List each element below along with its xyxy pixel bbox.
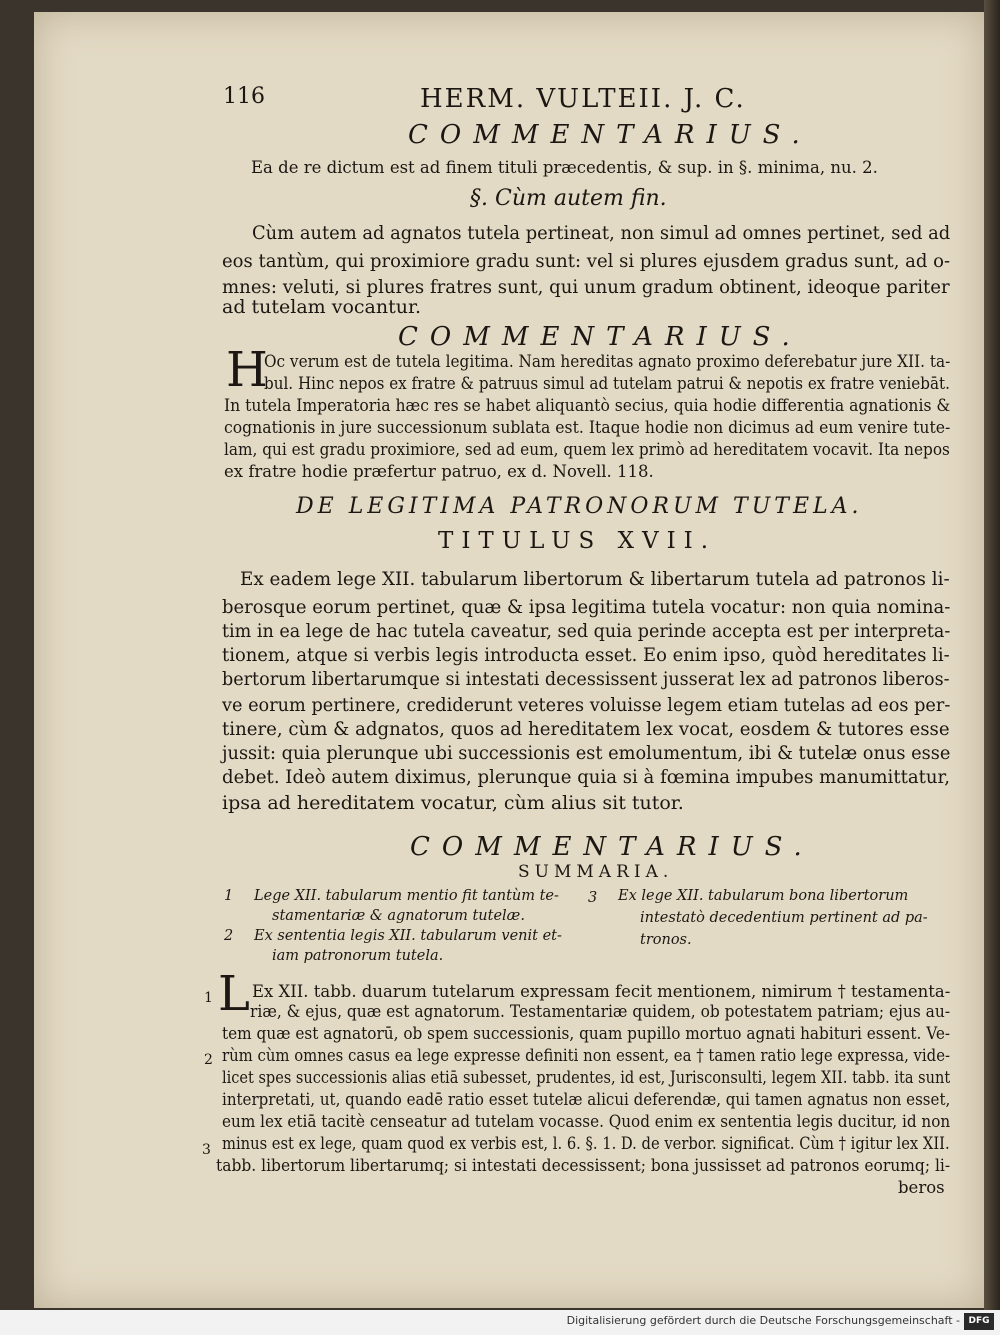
text-line: eum lex etiā tacitè censeatur ad tutelam vocasse. Quod enim ex sententia legis ducitur, id non bbox=[222, 1112, 951, 1131]
text-line: Cùm autem ad agnatos tutela pertineat, non simul ad omnes pertinet, sed ad bbox=[252, 222, 951, 244]
summary-item: intestatò decedentium pertinent ad pa- bbox=[640, 910, 928, 926]
summaria-heading: SUMMARIA. bbox=[518, 862, 674, 882]
text-line: tabb. libertorum libertarumq; si intestati decessissent; bona jussisset ad patronos eorumq; li- bbox=[216, 1156, 951, 1175]
text-line: bertorum libertarumque si intestati decessissent jusserat lex ad patronos liberos- bbox=[222, 668, 950, 690]
text-line: ve eorum pertinere, crediderunt veteres voluisse legem etiam tutelas ad eos per- bbox=[222, 694, 951, 716]
footer-bar bbox=[0, 1310, 1000, 1335]
text-line: mnes: veluti, si plures fratres sunt, qui unum gradum obtinent, ideoque pariter bbox=[222, 276, 950, 298]
text-line: In tutela Imperatoria hæc res se habet aliquantò secius, quia hodie differentia agnationis & bbox=[224, 396, 951, 415]
text-line: berosque eorum pertinet, quæ & ipsa legitima tutela vocatur: non quia nomina- bbox=[222, 596, 951, 618]
summary-item: Ex lege XII. tabularum bona libertorum bbox=[618, 888, 909, 904]
text-line: tinere, cùm & adgnatos, quos ad hereditatem lex vocat, eosdem & tutores esse bbox=[222, 718, 950, 740]
text-line: riæ, & ejus, quæ est agnatorum. Testamentariæ quidem, ob potestatem patriam; ejus au- bbox=[250, 1002, 951, 1021]
text-line: lam, qui est gradu proximiore, sed ad eum, quem lex primò ad hereditatem vocavit. Ita nepos bbox=[224, 440, 950, 459]
summary-number: 1 bbox=[224, 888, 234, 904]
catchword: beros bbox=[898, 1178, 945, 1197]
reference-line: Ea de re dictum est ad finem tituli præcedentis, & sup. in §. minima, nu. 2. bbox=[251, 158, 878, 177]
summary-number: 2 bbox=[224, 928, 234, 944]
dfg-logo-icon[interactable]: DFG bbox=[964, 1313, 994, 1330]
text-line: tionem, atque si verbis legis introducta esset. Eo enim ipso, quòd hereditates li- bbox=[222, 644, 950, 666]
text-line: eos tantùm, qui proximiore gradu sunt: vel si plures ejusdem gradus sunt, ad o- bbox=[222, 250, 951, 272]
text-line: ad tutelam vocantur. bbox=[222, 296, 422, 318]
text-line: Ex eadem lege XII. tabularum libertorum & libertarum tutela ad patronos li- bbox=[240, 568, 950, 590]
running-title: HERM. VULTEII. J. C. bbox=[420, 84, 746, 114]
text-line: ex fratre hodie præfertur patruo, ex d. Novell. 118. bbox=[224, 462, 654, 481]
commentarius-heading: COMMENTARIUS. bbox=[398, 322, 802, 352]
title-heading: DE LEGITIMA PATRONORUM TUTELA. bbox=[296, 494, 863, 519]
text-line: minus est ex lege, quam quod ex verbis est, l. 6. §. 1. D. de verbor. significat. Cùm † igitur lex XII. bbox=[222, 1134, 950, 1153]
text-line: rùm cùm omnes casus ea lege expresse definiti non essent, ea † tamen ratio lege expressa, vide- bbox=[222, 1046, 951, 1065]
text-line: debet. Ideò autem diximus, plerunque quia si à fœmina impubes manumittatur, bbox=[222, 766, 950, 788]
text-line: Oc verum est de tutela legitima. Nam hereditas agnato proximo deferebatur jure XII. ta- bbox=[264, 352, 951, 371]
margin-number: 3 bbox=[202, 1142, 211, 1158]
footer-credit: Digitalisierung gefördert durch die Deutsche Forschungsgemeinschaft - bbox=[566, 1314, 960, 1327]
summary-item: tronos. bbox=[640, 932, 692, 948]
text-line: bul. Hinc nepos ex fratre & patruus simul ad tutelam patrui & nepotis ex fratre veniebāt. bbox=[264, 374, 950, 393]
drop-cap: H bbox=[226, 342, 268, 398]
summary-number: 3 bbox=[588, 890, 598, 906]
summary-item: Ex sententia legis XII. tabularum venit et- bbox=[254, 928, 562, 944]
summary-item: Lege XII. tabularum mentio fit tantùm te- bbox=[254, 888, 559, 904]
text-line: Ex XII. tabb. duarum tutelarum expressam fecit mentionem, nimirum † testamenta- bbox=[252, 982, 951, 1001]
text-line: licet spes successionis alias etiā subesset, prudentes, id est, Jurisconsulti, legem XII. tabb. ita sunt bbox=[222, 1068, 951, 1087]
book-edge bbox=[984, 0, 1000, 1310]
margin-number: 1 bbox=[204, 990, 213, 1006]
text-line: interpretati, ut, quando eadē ratio esset tutelæ alicui deferendæ, qui tamen agnatus non esset, bbox=[222, 1090, 951, 1109]
summary-item: stamentariæ & agnatorum tutelæ. bbox=[272, 908, 525, 924]
summary-item: iam patronorum tutela. bbox=[272, 948, 444, 964]
commentarius-heading: COMMENTARIUS. bbox=[408, 120, 812, 150]
section-heading: §. Cùm autem fin. bbox=[470, 186, 667, 211]
margin-number: 2 bbox=[204, 1052, 213, 1068]
text-line: tim in ea lege de hac tutela caveatur, sed quia perinde accepta est per interpreta- bbox=[222, 620, 951, 642]
text-line: tem quæ est agnatorū, ob spem successionis, quam pupillo mortuo agnati habituri essent. Ve- bbox=[222, 1024, 951, 1043]
page-number: 116 bbox=[223, 84, 265, 109]
titulus-heading: TITULUS XVII. bbox=[438, 528, 717, 554]
drop-cap: L bbox=[218, 966, 250, 1022]
text-line: jussit: quia plerunque ubi successionis est emolumentum, ibi & tutelæ onus esse bbox=[222, 742, 951, 764]
commentarius-heading: COMMENTARIUS. bbox=[410, 832, 814, 862]
text-line: cognationis in jure successionum sublata est. Itaque hodie non dicimus ad eum venire tute- bbox=[224, 418, 951, 437]
text-line: ipsa ad hereditatem vocatur, cùm alius sit tutor. bbox=[222, 792, 684, 814]
